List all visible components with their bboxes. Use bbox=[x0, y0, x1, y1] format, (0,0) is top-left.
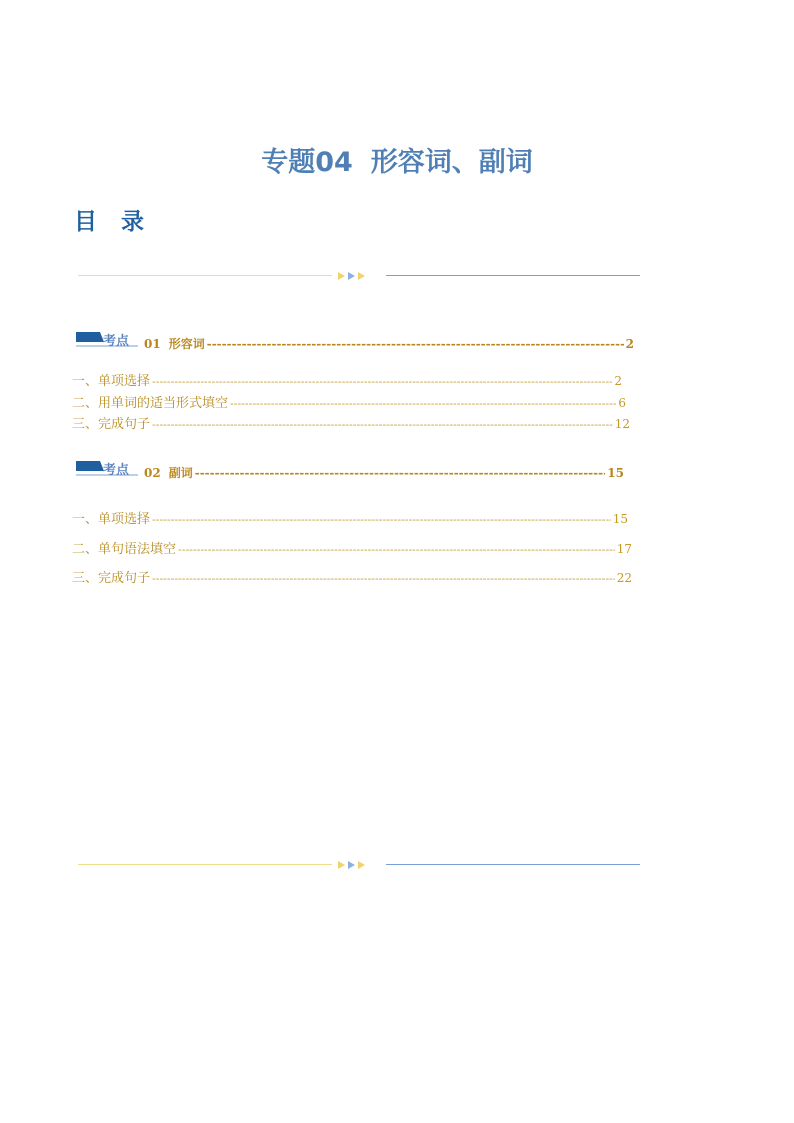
divider-right-line bbox=[386, 864, 640, 865]
section-number: 01 bbox=[144, 337, 161, 351]
entry-page: 15 bbox=[612, 512, 628, 526]
entry-page: 2 bbox=[614, 374, 622, 388]
triple-arrow-icon bbox=[336, 858, 368, 872]
toc-section-02[interactable] bbox=[74, 459, 624, 481]
triple-arrow-icon bbox=[336, 269, 368, 283]
dot-leader bbox=[152, 572, 615, 585]
toc-entry[interactable] bbox=[72, 508, 628, 527]
entry-label: 一、单项选择 bbox=[72, 374, 151, 389]
document-title bbox=[0, 140, 794, 179]
top-divider bbox=[78, 269, 640, 283]
entry-page: 6 bbox=[618, 396, 626, 410]
entry-page: 17 bbox=[616, 542, 632, 556]
entry-page: 12 bbox=[614, 417, 630, 431]
toc-entry[interactable] bbox=[72, 392, 626, 411]
entry-label: 二、用单词的适当形式填空 bbox=[72, 396, 229, 411]
section-page: 15 bbox=[607, 466, 624, 480]
toc-heading: 目 录 bbox=[74, 209, 153, 235]
toc-section-01[interactable] bbox=[74, 330, 634, 352]
bottom-divider bbox=[78, 858, 640, 872]
title-main: 专题04 bbox=[261, 147, 353, 178]
toc-entry[interactable] bbox=[72, 413, 630, 432]
toc-entry[interactable] bbox=[72, 567, 632, 586]
section-name: 形容词 bbox=[168, 337, 205, 351]
section-name: 副词 bbox=[168, 466, 193, 480]
dot-leader bbox=[178, 543, 615, 556]
toc-entry[interactable] bbox=[72, 370, 622, 389]
dot-leader bbox=[152, 375, 612, 388]
dot-leader bbox=[195, 466, 606, 480]
dot-leader bbox=[230, 397, 616, 410]
dot-leader bbox=[152, 418, 613, 431]
entry-label: 一、单项选择 bbox=[72, 512, 151, 527]
title-topic: 形容词、副词 bbox=[370, 147, 533, 178]
entry-label: 三、完成句子 bbox=[72, 417, 151, 432]
divider-right-line bbox=[386, 275, 640, 276]
section-page: 2 bbox=[625, 337, 634, 351]
entry-label: 二、单句语法填空 bbox=[72, 542, 177, 557]
badge-label: 考点 bbox=[103, 334, 130, 349]
entry-label: 三、完成句子 bbox=[72, 571, 151, 586]
toc-entry[interactable] bbox=[72, 538, 632, 557]
entry-page: 22 bbox=[616, 571, 632, 585]
dot-leader bbox=[152, 513, 611, 526]
dot-leader bbox=[207, 337, 624, 351]
section-number: 02 bbox=[144, 466, 161, 480]
divider-left-line bbox=[78, 864, 332, 865]
badge-label: 考点 bbox=[103, 463, 130, 478]
divider-left-line bbox=[78, 275, 332, 276]
